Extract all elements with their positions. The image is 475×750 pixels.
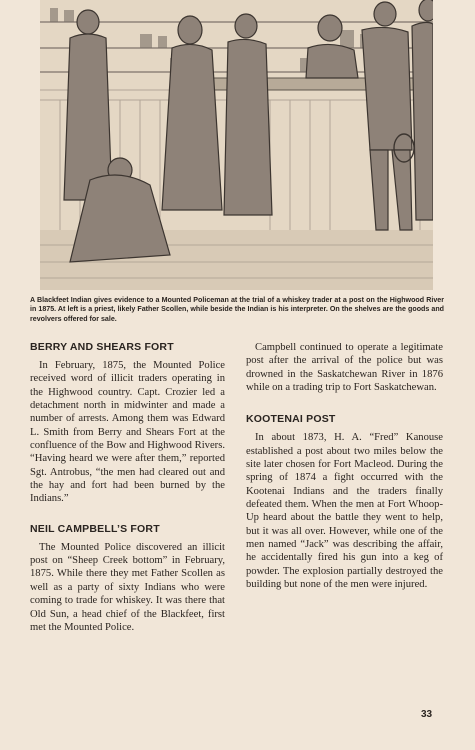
illustration (40, 0, 433, 290)
page-number: 33 (421, 709, 433, 720)
paragraph-neil-campbells-fort: The Mounted Police discovered an illicit post on “Sheep Creek bottom” in February, 1875. While there they met Father Scollen as well as a party of sixty Indians who were coming to trade for whiskey. It was there that Old Sun, a head chief of the Blackfeet, first met the Mounted Police. (30, 541, 225, 633)
right-column (246, 341, 443, 592)
section-title-berry-and-shears-fort: BERRY AND SHEARS FORT (30, 341, 174, 353)
paragraph-kootenai-post: In about 1873, H. A. “Fred” Kanouse established a post about two miles below the site later chosen for Fort Macleod. During the spring of 1874 a fight occurred with the Kootenai Indians and the traders finally defeated them. When the men at Fort Whoop-Up heard about the battle they went to help, but it was all over. However, while one of the men named “Jack” was describing the affair, he accidentally fired his gun into a keg of powder. The explosion partially destroyed the building but none of the men were injured. (246, 432, 443, 591)
figure-caption: A Blackfeet Indian gives evidence to a Mounted Policeman at the trial of a whiskey trader at a post on the Highwood River in 1875. At left is a priest, likely Father Scollen, while beside the Indian is his interpreter. On the shelves are the goods and revolvers offered for sale. (30, 296, 444, 323)
section-title-neil-campbells-fort: NEIL CAMPBELL’S FORT (30, 522, 160, 535)
paragraph-berry-and-shears-fort: In February, 1875, the Mounted Police received word of illicit traders operating in the Highwood country. Capt. Crozier led a detachment north in midwinter and made a number of arrests. Among them was Edward L. Smith from Berry and Shears Fort at the confluence of the Bow and Highwood Rivers. “Having heard we were after them,” reported Sgt. Antrobus, “the men had cleared out and the hay and fort had been burned by the Indians.” (30, 360, 225, 505)
left-column (30, 341, 225, 634)
section-title-kootenai-post: KOOTENAI POST (246, 413, 336, 426)
paragraph-neil-campbells-fort-continued: Campbell continued to operate a legitimate post after the arrival of the police but was drowned in the Saskatchewan River in 1876 while on a trading trip to Fort Saskatchewan. (246, 342, 443, 394)
blackfeet-trial-illustration (40, 0, 433, 290)
